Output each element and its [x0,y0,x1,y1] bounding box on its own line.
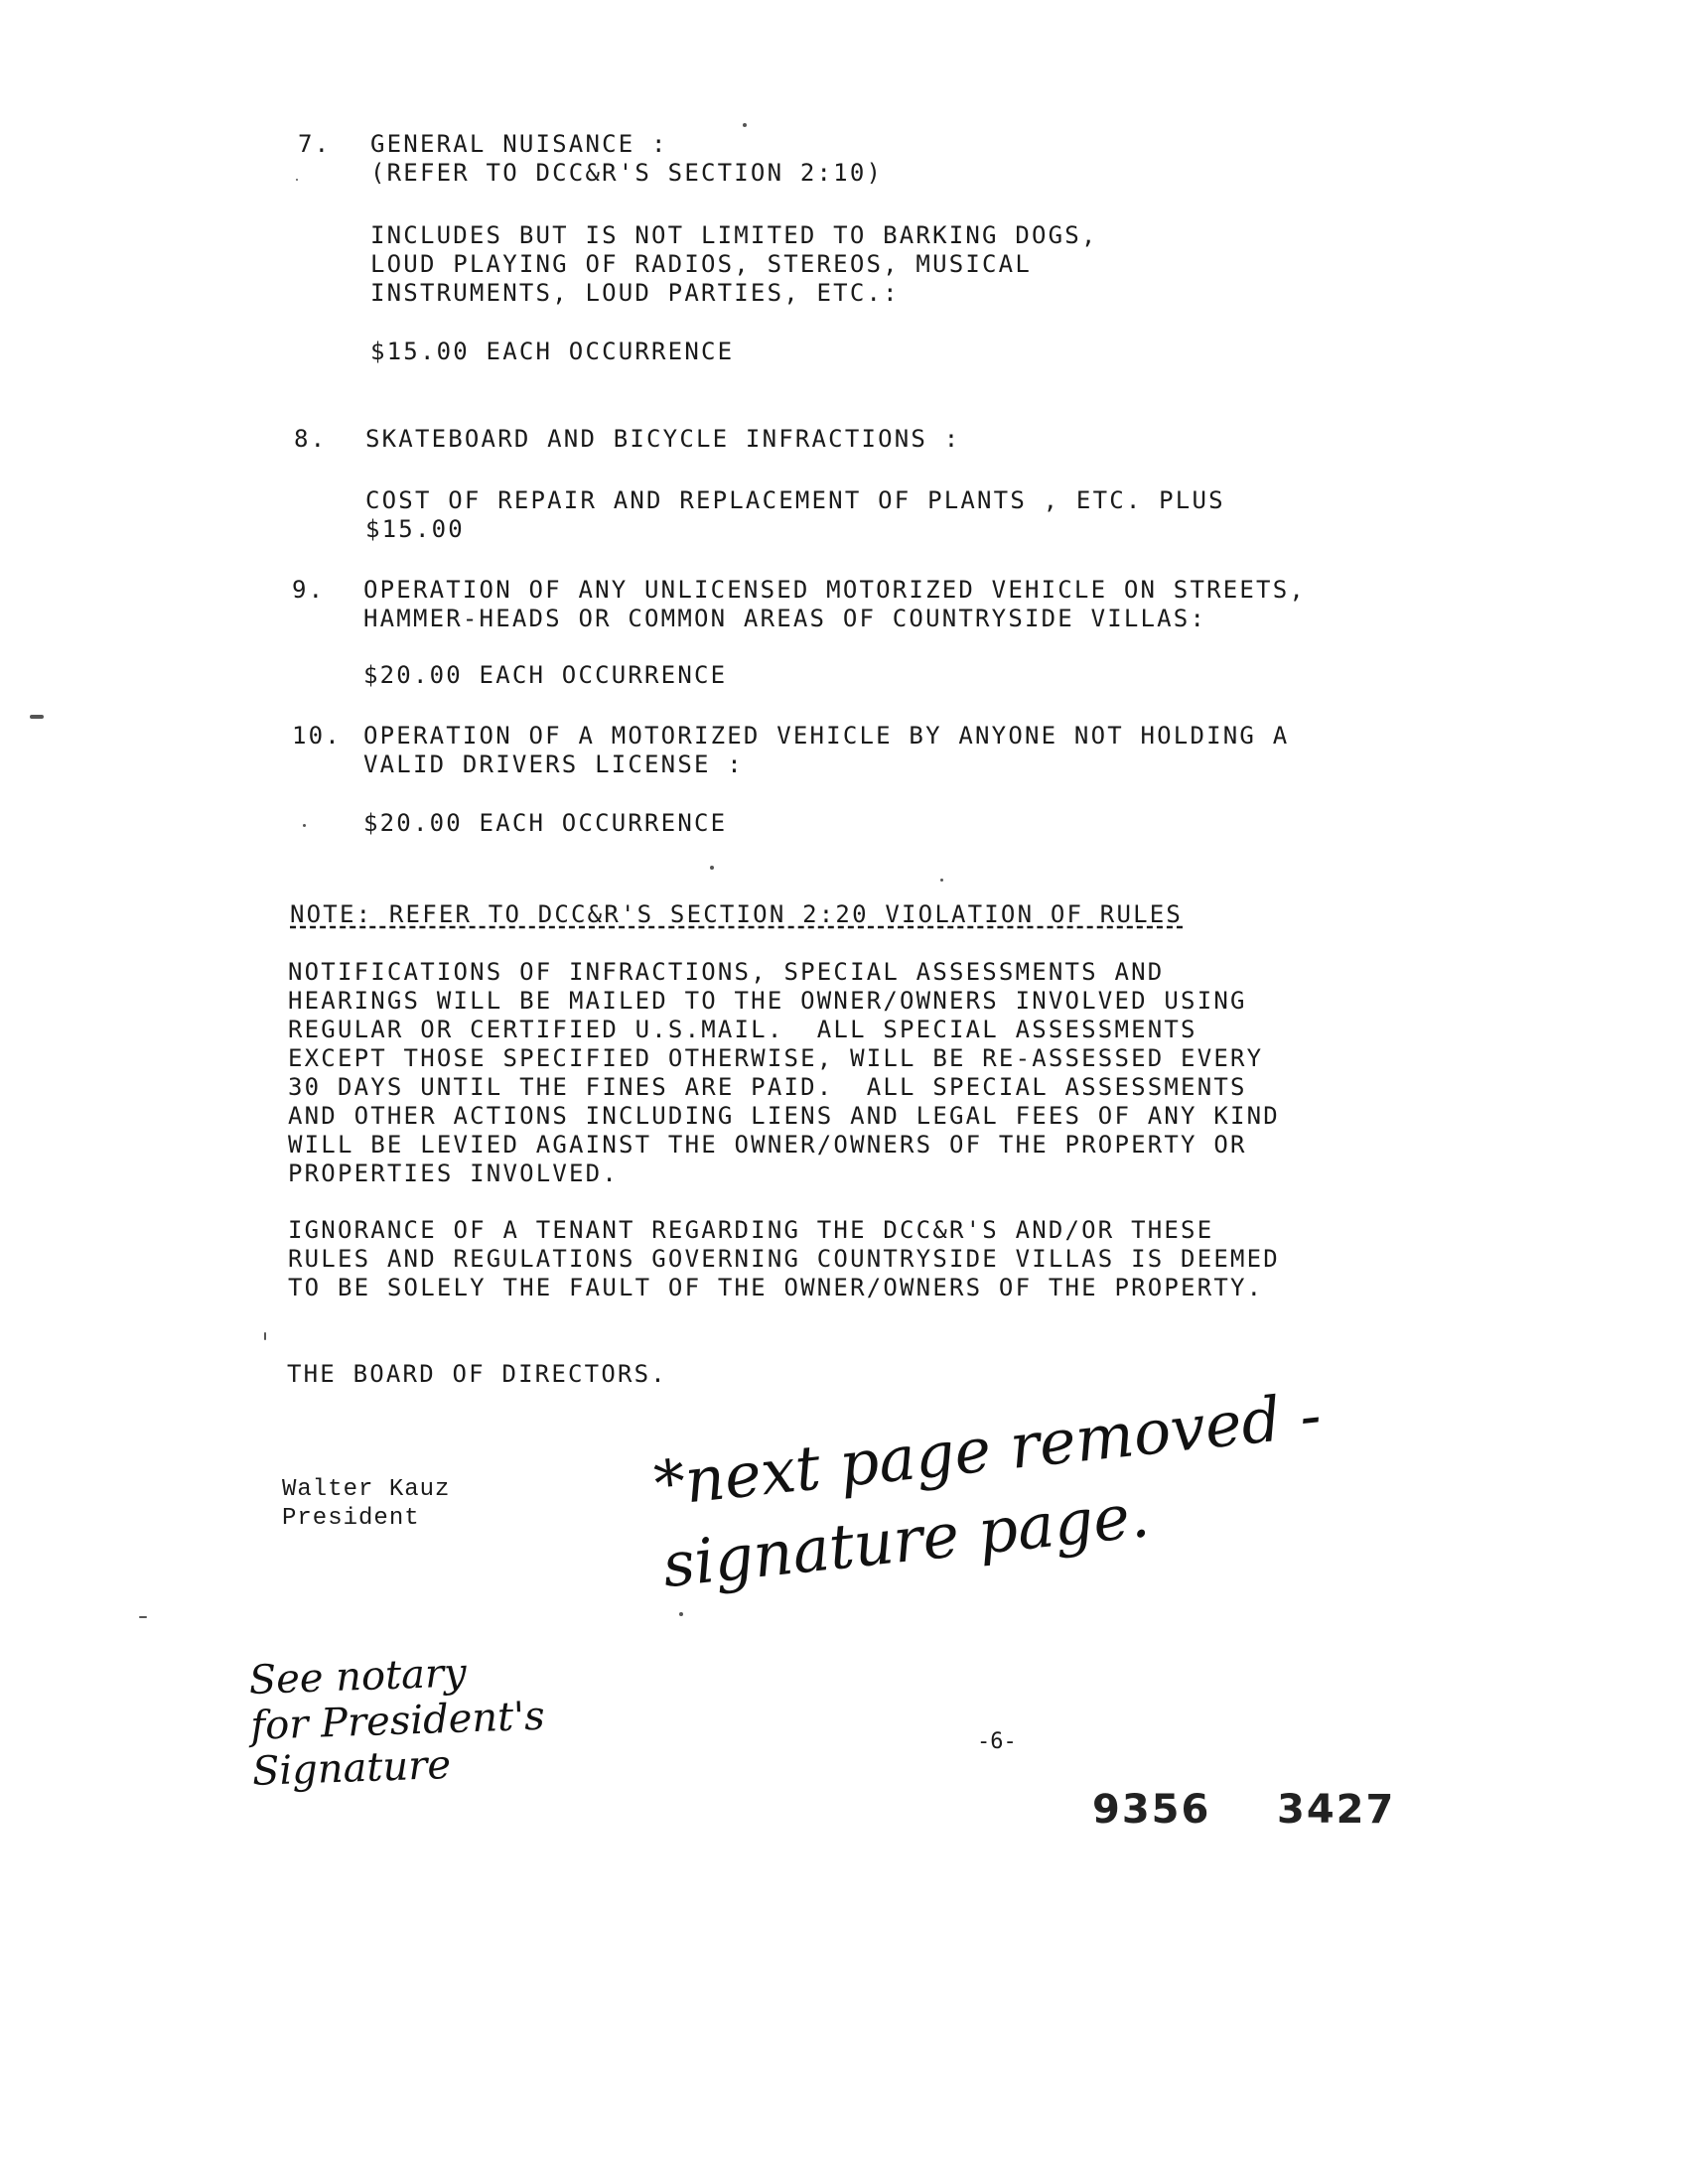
handwritten-note-removed: *next page removed - signature page. [650,1378,1325,1602]
signer-name: Walter Kauz [282,1476,451,1503]
item-10-fine: $20.00 EACH OCCURRENCE [363,809,728,837]
item-8-fine: COST OF REPAIR AND REPLACEMENT OF PLANTS , ETC. PLUS $15.00 [365,486,1225,543]
item-8-number: 8. [294,425,328,453]
item-7-reference: (REFER TO DCC&R'S SECTION 2:10) [370,159,884,187]
note-heading: NOTE: REFER TO DCC&R'S SECTION 2:20 VIOLATION OF RULES [290,900,1184,928]
scan-speck [743,123,747,127]
notifications-paragraph: NOTIFICATIONS OF INFRACTIONS, SPECIAL ASSESSMENTS AND HEARINGS WILL BE MAILED TO THE OWNER/OWNERS INVOLVED USING REGULAR OR CERTIFIED U.S.MAIL. ALL SPECIAL ASSESSMENTS EXCEPT THOSE SPECIFIED OTHERWISE, WILL BE RE-ASSESSED EVERY 30 DAYS UNTIL THE FINES ARE PAID. ALL SPECIAL ASSESSMENTS AND OTHER ACTIONS INCLUDING LIENS AND LEGAL FEES OF ANY KIND WILL BE LEVIED AGAINST THE OWNER/OWNERS OF THE PROPERTY OR PROPERTIES INVOLVED. [288,958,1280,1187]
item-7-fine: $15.00 EACH OCCURRENCE [370,338,735,365]
scan-speck [940,879,943,882]
ignorance-paragraph: IGNORANCE OF A TENANT REGARDING THE DCC&R'S AND/OR THESE RULES AND REGULATIONS GOVERNING COUNTRYSIDE VILLAS IS DEEMED TO BE SOLELY THE FAULT OF THE OWNER/OWNERS OF THE PROPERTY. [288,1216,1280,1301]
signer-title: President [282,1505,420,1532]
signoff: THE BOARD OF DIRECTORS. [287,1360,667,1388]
item-10-title: OPERATION OF A MOTORIZED VEHICLE BY ANYONE NOT HOLDING A VALID DRIVERS LICENSE : [363,722,1290,778]
scan-speck [296,179,298,181]
item-7-title: GENERAL NUISANCE : [370,130,668,158]
scan-speck [710,866,714,870]
item-9-title: OPERATION OF ANY UNLICENSED MOTORIZED VEHICLE ON STREETS, HAMMER-HEADS OR COMMON AREAS OF COUNTRYSIDE VILLAS: [363,576,1307,632]
recording-stamp-number-right: 3427 [1277,1787,1396,1833]
page-number: -6- [977,1729,1017,1754]
item-9-fine: $20.00 EACH OCCURRENCE [363,661,728,689]
handwritten-note-notary: See notary for President's Signature [248,1650,546,1795]
item-7-description: INCLUDES BUT IS NOT LIMITED TO BARKING DOGS, LOUD PLAYING OF RADIOS, STEREOS, MUSICAL INSTRUMENTS, LOUD PARTIES, ETC.: [370,221,1098,307]
scan-speck [139,1616,147,1618]
item-10-number: 10. [292,722,342,750]
scan-speck [303,824,306,827]
item-7-number: 7. [298,130,332,158]
scan-speck [30,715,44,719]
item-8-title: SKATEBOARD AND BICYCLE INFRACTIONS : [365,425,961,453]
scan-speck [679,1612,683,1616]
scan-speck [264,1332,266,1340]
recording-stamp-number-left: 9356 [1092,1787,1211,1833]
item-9-number: 9. [292,576,326,604]
